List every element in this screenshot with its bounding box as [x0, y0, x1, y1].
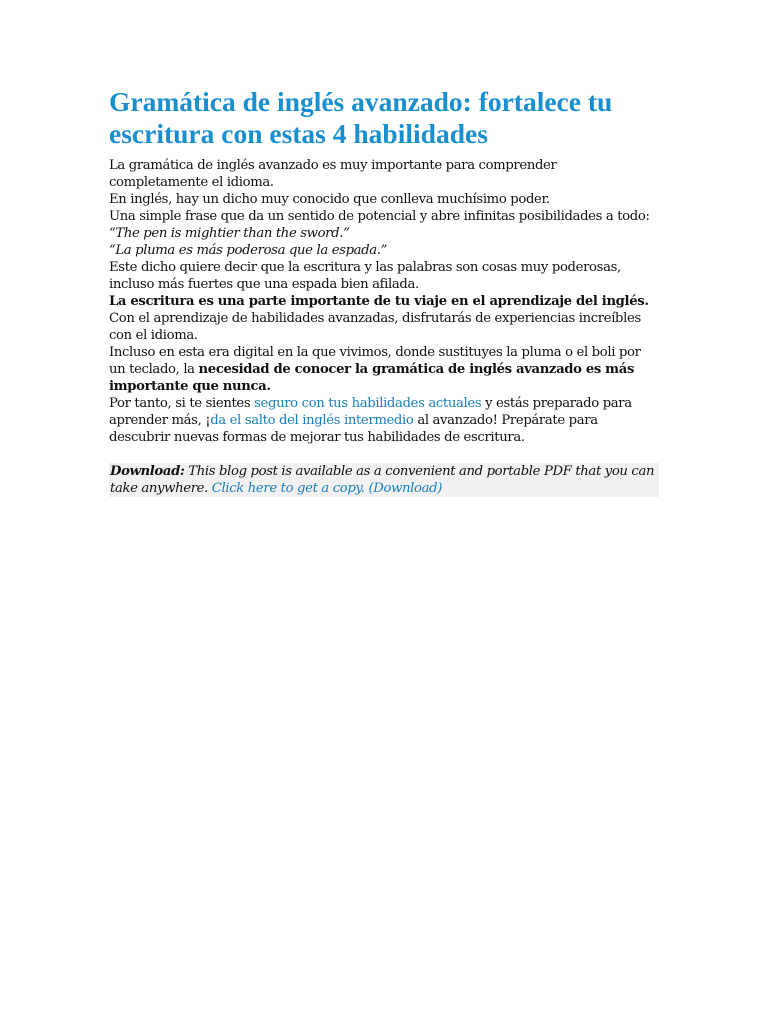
download-label: Download: — [110, 464, 185, 479]
paragraph-highlight: La escritura es una parte importante de tu viaje en el aprendizaje del inglés. — [109, 294, 649, 309]
next-steps-text-start: Por tanto, si te sientes — [109, 396, 255, 411]
paragraph-digital-era-bold: necesidad de conocer la gramática de inglés avanzado es más importante que nunca. — [109, 362, 635, 394]
paragraph-intro: La gramática de inglés avanzado es muy importante para comprender completamente el idioma. — [109, 158, 557, 190]
article-body — [109, 157, 659, 446]
document-page — [109, 86, 659, 497]
link-current-skills[interactable]: seguro con tus habilidades actuales — [254, 396, 482, 411]
paragraph-meaning: Este dicho quiere decir que la escritura y las palabras son cosas muy poderosas, incluso más fuertes que una espada bien afilada. — [109, 260, 621, 292]
download-link[interactable]: Click here to get a copy. (Download) — [211, 481, 443, 496]
quote-spanish: “La pluma es más poderosa que la espada.” — [109, 243, 388, 258]
download-text: This blog post is available as a convenient and portable PDF that you can take anywhere. — [110, 464, 655, 496]
link-intermediate-english[interactable]: da el salto del inglés intermedio — [210, 413, 414, 428]
download-callout — [109, 463, 659, 497]
next-steps-text-middle: y estás preparado para aprender más, ¡ — [109, 396, 632, 428]
paragraph-digital-era — [109, 344, 659, 395]
paragraph-skills: Con el aprendizaje de habilidades avanzadas, disfrutarás de experiencias increíbles con el idioma. — [109, 311, 641, 343]
paragraph-next-steps — [109, 395, 659, 446]
next-steps-text-end: al avanzado! Prepárate para descubrir nuevas formas de mejorar tus habilidades de escritura. — [109, 413, 598, 445]
paragraph-phrase: Una simple frase que da un sentido de potencial y abre infinitas posibilidades a todo: — [109, 209, 650, 224]
paragraph-digital-era-text: Incluso en esta era digital en la que vivimos, donde sustituyes la pluma o el boli por un teclado, la — [109, 345, 641, 377]
paragraph-saying: En inglés, hay un dicho muy conocido que conlleva muchísimo poder. — [109, 192, 550, 207]
page-title: Gramática de inglés avanzado: fortalece tu escritura con estas 4 habilidades — [109, 86, 613, 149]
quote-english: “The pen is mightier than the sword.” — [109, 226, 350, 241]
